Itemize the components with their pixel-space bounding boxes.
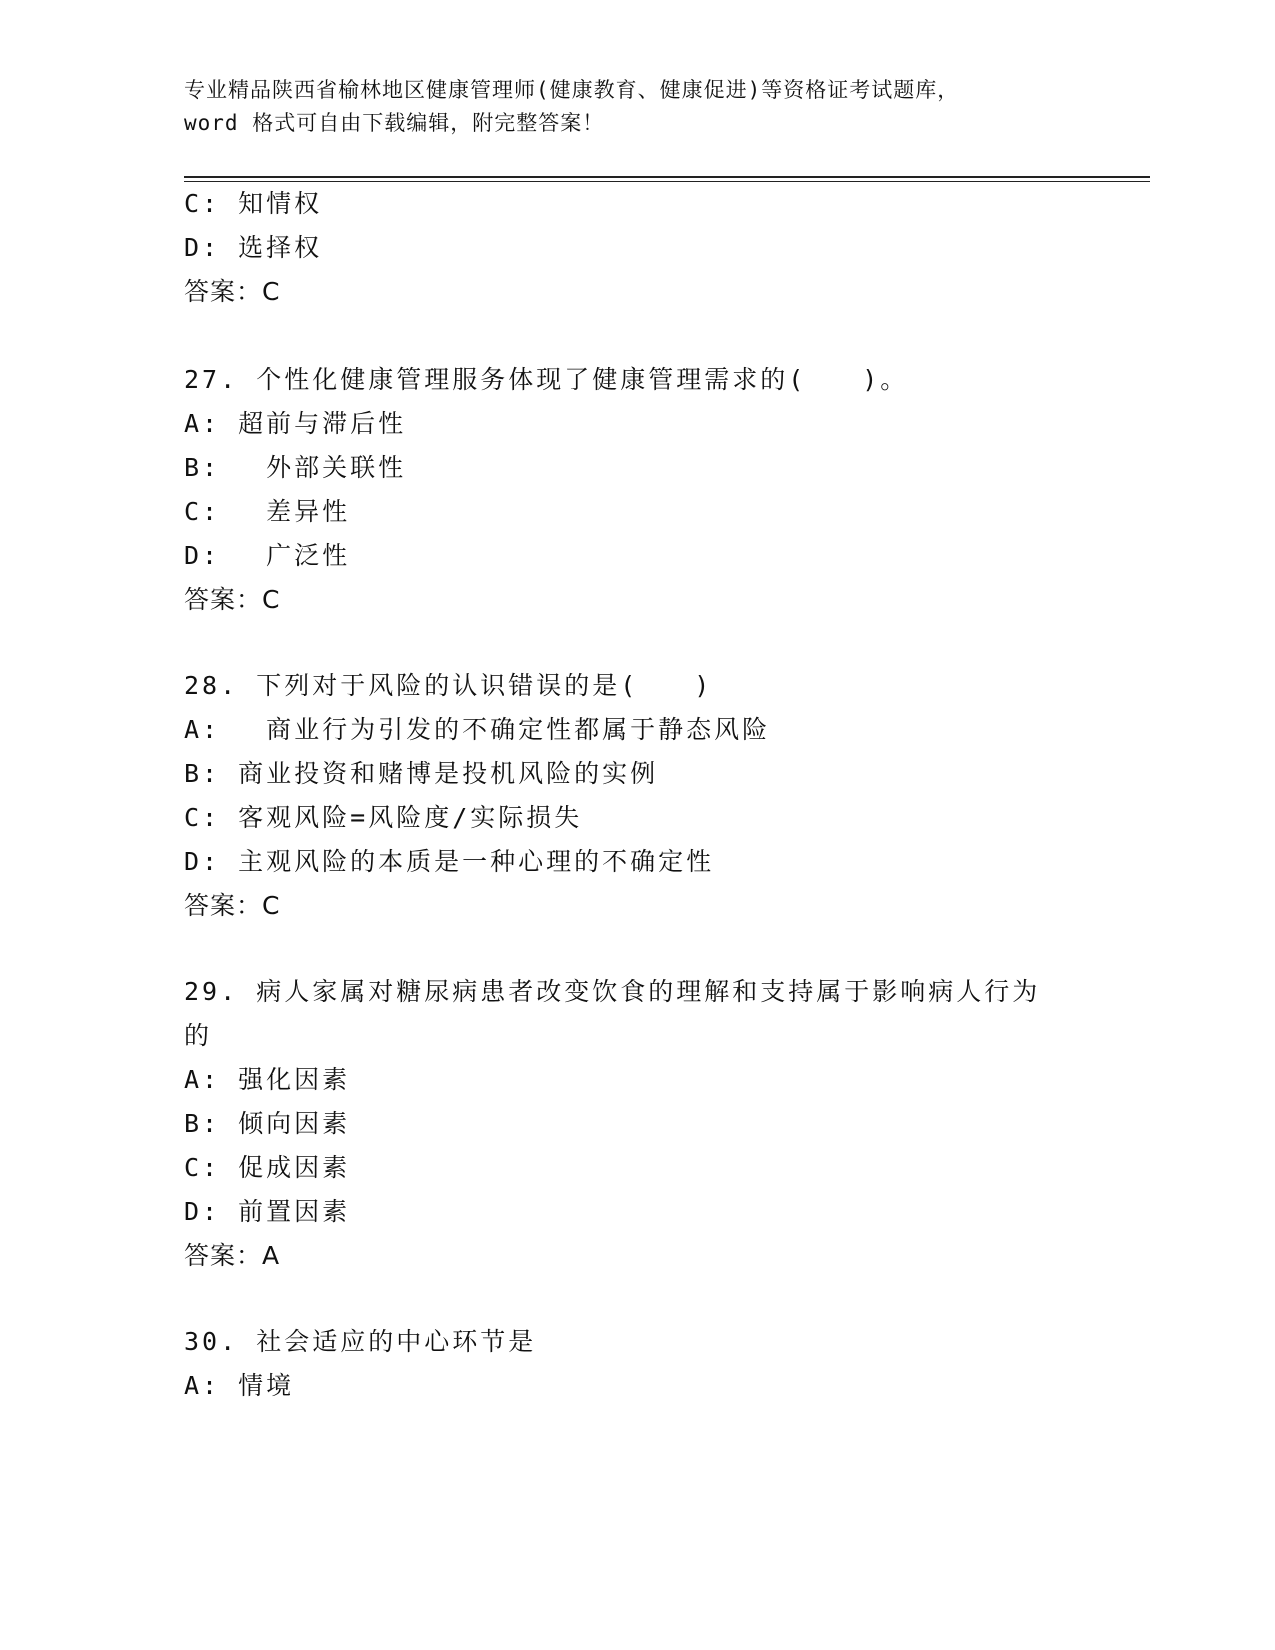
q29-option-b: B: 倾向因素 (184, 1109, 351, 1138)
q29-stem-line-1: 29. 病人家属对糖尿病患者改变饮食的理解和支持属于影响病人行为 (184, 977, 1041, 1006)
q30-stem: 30. 社会适应的中心环节是 (184, 1327, 537, 1356)
q27-answer: 答案：C (184, 585, 281, 614)
header-divider-thin (184, 181, 1150, 182)
q29-answer: 答案：A (184, 1241, 281, 1270)
q27-option-c: C: 差异性 (184, 497, 351, 526)
q26-option-c: C: 知情权 (184, 189, 323, 218)
document-header (184, 74, 1084, 140)
q27-stem: 27. 个性化健康管理服务体现了健康管理需求的( )。 (184, 365, 909, 394)
q29-option-d: D: 前置因素 (184, 1197, 351, 1226)
q27-option-d: D: 广泛性 (184, 541, 351, 570)
q29-stem-line-2: 的 (184, 1021, 213, 1050)
q28-option-b: B: 商业投资和赌博是投机风险的实例 (184, 759, 659, 788)
q29-option-a: A: 强化因素 (184, 1065, 351, 1094)
q27-option-b: B: 外部关联性 (184, 453, 407, 482)
q27-option-a: A: 超前与滞后性 (184, 409, 407, 438)
q29-option-c: C: 促成因素 (184, 1153, 351, 1182)
q28-option-a: A: 商业行为引发的不确定性都属于静态风险 (184, 715, 771, 744)
q28-stem: 28. 下列对于风险的认识错误的是( ) (184, 671, 713, 700)
header-line-2: word 格式可自由下载编辑，附完整答案！ (184, 111, 605, 135)
header-line-1: 专业精品陕西省榆林地区健康管理师(健康教育、健康促进)等资格证考试题库， (184, 78, 960, 102)
q26-option-d: D: 选择权 (184, 233, 323, 262)
q28-option-c: C: 客观风险=风险度/实际损失 (184, 803, 583, 832)
q30-option-a: A: 情境 (184, 1371, 295, 1400)
q28-answer: 答案：C (184, 891, 281, 920)
q26-answer: 答案：C (184, 277, 281, 306)
q28-option-d: D: 主观风险的本质是一种心理的不确定性 (184, 847, 715, 876)
header-divider (184, 176, 1150, 178)
